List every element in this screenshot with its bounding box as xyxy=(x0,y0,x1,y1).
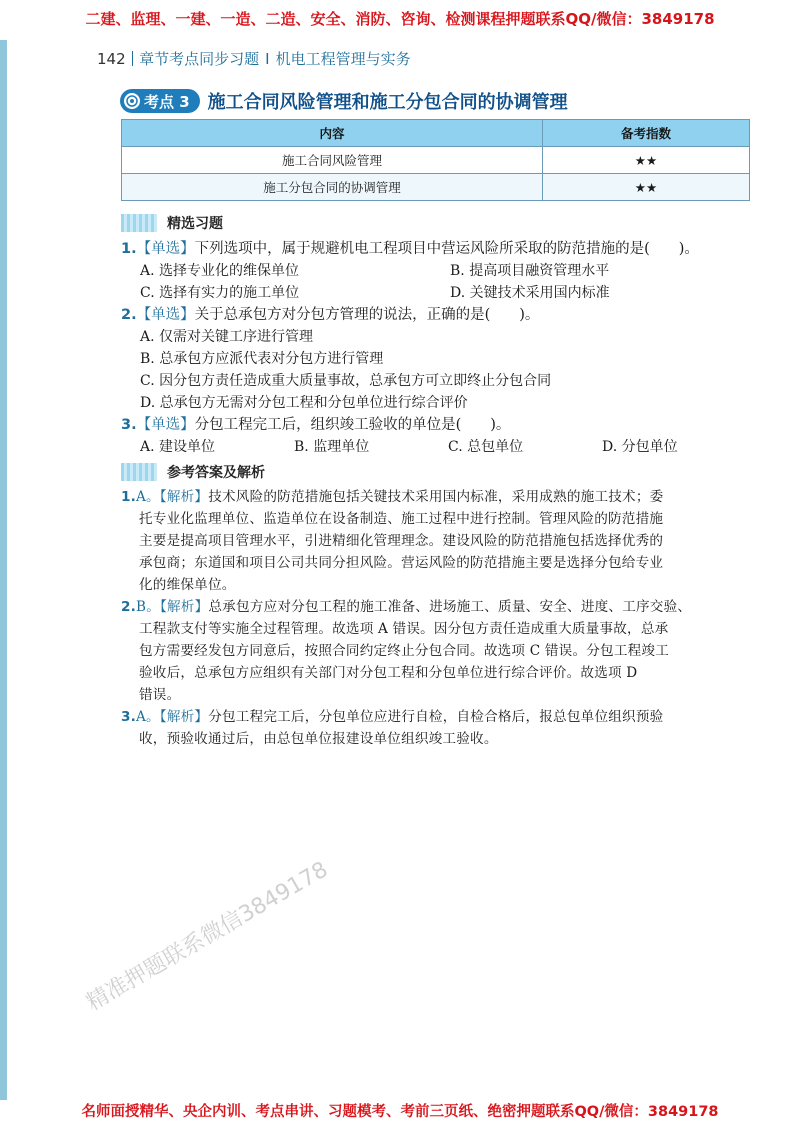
answer-line: 分包工程完工后，分包单位应进行自检，自检合格后，报总包单位组织预验 xyxy=(208,709,664,725)
answer-line: 承包商；东道国和项目公司共同分担风险。营运风险的防范措施主要是选择分包给专业 xyxy=(139,555,664,571)
question-type-tag: 【单选】 xyxy=(136,417,195,433)
question-number: 3. xyxy=(121,417,137,433)
option: D. 总承包方无需对分包工程和分包单位进行综合评价 xyxy=(140,395,468,411)
option: C. 总包单位 xyxy=(448,439,524,455)
table-header-row xyxy=(122,120,750,147)
target-icon xyxy=(124,93,140,109)
option: C. 因分包方责任造成重大质量事故，总承包方可立即终止分包合同 xyxy=(140,373,552,389)
bottom-banner: 名师面授精华、央企内训、考点串讲、习题模考、考前三页纸、绝密押题联系QQ/微信：3849178 xyxy=(81,1104,719,1120)
option: A. 选择专业化的维保单位 xyxy=(140,263,300,279)
practice-heading-text: 精选习题 xyxy=(167,216,223,232)
answer-line: 托专业化监理单位、监造单位在设备制造、施工过程中进行控制。管理风险的防范措施 xyxy=(139,511,664,527)
kaodian-title: 施工合同风险管理和施工分包合同的协调管理 xyxy=(207,92,568,113)
running-header xyxy=(97,48,411,69)
answer-choice: A。 xyxy=(136,489,160,505)
header-separator: I xyxy=(265,50,270,68)
answer-line: 工程款支付等实施全过程管理。故选项 A 错误。因分包方责任造成重大质量事故，总承 xyxy=(139,621,669,637)
answer-3 xyxy=(121,706,663,750)
option: B. 提高项目融资管理水平 xyxy=(450,263,610,279)
table-row xyxy=(122,174,750,201)
table-cell-stars: ★★ xyxy=(543,147,750,174)
practice-heading xyxy=(121,213,223,233)
kaodian-label: 考点 3 xyxy=(144,92,190,111)
answers-heading xyxy=(121,462,265,482)
analysis-tag: 【解析】 xyxy=(159,709,209,725)
answer-number: 3. xyxy=(121,709,137,725)
question-text: 关于总承包方对分包方管理的说法，正确的是( )。 xyxy=(194,307,540,323)
answers-heading-text: 参考答案及解析 xyxy=(167,465,265,481)
table-header-cell: 内容 xyxy=(122,120,543,147)
answer-1 xyxy=(121,486,663,596)
table-cell-stars: ★★ xyxy=(543,174,750,201)
question-text: 分包工程完工后，组织竣工验收的单位是( )。 xyxy=(194,417,511,433)
option: B. 监理单位 xyxy=(294,439,370,455)
kaodian-heading xyxy=(120,88,568,114)
question-number: 2. xyxy=(121,307,137,323)
section-tab-icon xyxy=(121,214,157,232)
kaodian-badge xyxy=(120,89,200,113)
answer-line: 收，预验收通过后，由总包单位报建设单位组织竣工验收。 xyxy=(139,731,498,747)
header-right-title: 机电工程管理与实务 xyxy=(275,50,411,68)
question-type-tag: 【单选】 xyxy=(136,307,195,323)
option: A. 仅需对关键工序进行管理 xyxy=(140,329,314,345)
question-number: 1. xyxy=(121,241,137,257)
answer-line: 验收后，总承包方应组织有关部门对分包工程和分包单位进行综合评价。故选项 D xyxy=(139,665,638,681)
header-divider xyxy=(132,51,134,66)
analysis-tag: 【解析】 xyxy=(160,599,209,615)
page-edge-stripe xyxy=(0,40,7,1100)
answer-number: 1. xyxy=(121,489,137,505)
top-banner: 二建、监理、一建、一造、二造、安全、消防、咨询、检测课程押题联系QQ/微信：3849178 xyxy=(85,10,715,28)
table-cell: 施工合同风险管理 xyxy=(122,147,543,174)
answer-number: 2. xyxy=(121,599,137,615)
question-1-stem xyxy=(121,238,699,260)
answer-line: 包方需要经发包方同意后，按照合同约定终止分包合同。故选项 C 错误。分包工程竣工 xyxy=(139,643,670,659)
watermark-text: 精准押题联系微信3849178 xyxy=(82,857,333,1016)
answer-line: 主要是提高项目管理水平，引进精细化管理理念。建设风险的防范措施包括选择优秀的 xyxy=(139,533,664,549)
question-type-tag: 【单选】 xyxy=(136,241,195,257)
option: D. 关键技术采用国内标准 xyxy=(450,285,610,301)
question-3-stem xyxy=(121,414,510,436)
answer-line: 总承包方应对分包工程的施工准备、进场施工、质量、安全、进度、工序交验、 xyxy=(208,599,692,615)
answer-line: 化的维保单位。 xyxy=(139,577,236,593)
header-left-title: 章节考点同步习题 xyxy=(139,50,260,68)
index-table xyxy=(121,119,750,201)
answer-choice: B。 xyxy=(136,599,161,615)
question-2-stem xyxy=(121,304,539,326)
option: C. 选择有实力的施工单位 xyxy=(140,285,300,301)
answer-choice: A。 xyxy=(136,709,160,725)
analysis-tag: 【解析】 xyxy=(159,489,209,505)
option: A. 建设单位 xyxy=(140,439,216,455)
option: B. 总承包方应派代表对分包方进行管理 xyxy=(140,351,384,367)
table-header-cell: 备考指数 xyxy=(543,120,750,147)
answer-line: 错误。 xyxy=(139,687,181,703)
table-cell: 施工分包合同的协调管理 xyxy=(122,174,543,201)
question-text: 下列选项中，属于规避机电工程项目中营运风险所采取的防范措施的是( )。 xyxy=(194,241,699,257)
table-row xyxy=(122,147,750,174)
section-tab-icon xyxy=(121,463,157,481)
answer-line: 技术风险的防范措施包括关键技术采用国内标准，采用成熟的施工技术；委 xyxy=(208,489,664,505)
option: D. 分包单位 xyxy=(602,439,678,455)
page-number: 142 xyxy=(97,50,126,68)
answer-2 xyxy=(121,596,691,706)
